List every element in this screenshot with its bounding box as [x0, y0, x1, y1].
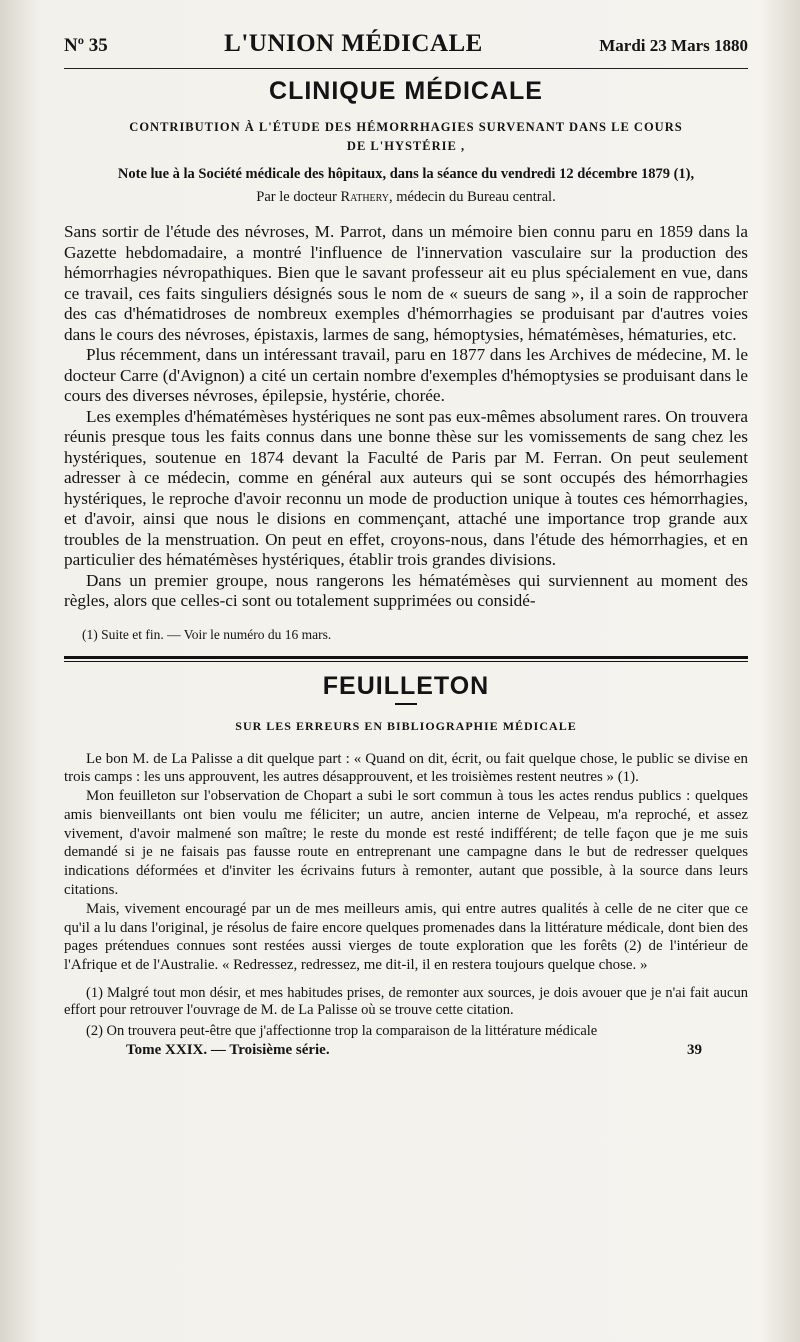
feuilleton-divider-thick: [64, 656, 748, 659]
feuilleton-subtitle: SUR LES ERREURS EN BIBLIOGRAPHIE MÉDICALE: [235, 718, 577, 733]
issue-number: Nº 35: [64, 35, 108, 56]
title-ornament-rule: [395, 703, 417, 705]
volume-series: Tome XXIX. — Troisième série.: [126, 1042, 330, 1059]
section-title-feuilleton: FEUILLETON: [322, 671, 490, 700]
page-number: 39: [687, 1042, 702, 1059]
body-paragraph: Plus récemment, dans un intéressant travail, paru en 1877 dans les Archives de médecine, M. le docteur Carre (d'Avignon) a cité un certain nombre d'exemples d'hémoptysies se produisant dans le cours des diverses névroses, épilepsie, hystérie, chorée.: [64, 345, 748, 405]
body-paragraph: Dans un premier groupe, nous rangerons les hématémèses qui surviennent au moment des règles, alors que celles-ci sont ou totalement supprimées ou considé-: [64, 570, 748, 610]
section-title-clinique: CLINIQUE MÉDICALE: [269, 77, 543, 105]
body-paragraph: Les exemples d'hématémèses hystériques ne sont pas eux-mêmes absolument rares. On trouvera réunis presque tous les faits connus dans une bonne thèse sur les vomissements de sang chez les hystériques, soutenue en 1874 devant la Faculté de Paris par M. Ferran. On peut seulement adresser à ce médecin, comme en général aux auteurs qui se sont occupés des hémorrhagies hystériques, le reproche d'avoir reconnu un mode de production unique à toutes ces hémorrhagies, et d'avoir, ainsi que nous le disions en commençant, attaché une importance trop grande aux troubles de la menstruation. On peut en effet, croyons-nous, dans l'étude des hémorrhagies, et en particulier des hématémèses hystériques, établir trois grandes divisions.: [64, 406, 748, 569]
article-footnote: (1) Suite et fin. — Voir le numéro du 16 mars.: [82, 626, 332, 642]
article-byline: [64, 187, 748, 208]
feuilleton-footnote-1: (1) Malgré tout mon désir, et mes habitudes prises, de remonter aux sources, je dois avouer que je n'ai fait aucun effort pour retrouver l'ouvrage de M. de La Palisse où se trouve cette citation.: [64, 985, 748, 1019]
journal-title: L'UNION MÉDICALE: [224, 30, 483, 57]
body-paragraph: Sans sortir de l'étude des névroses, M. Parrot, dans un mémoire bien connu paru en 1859 dans la Gazette hebdomadaire, a montré l'influence de l'innervation vasculaire sur la production des hémorrhagies névropathiques. Bien que le savant professeur ait eu plus spécialement en vue, dans ce travail, ces faits singuliers désignés sous le nom de « sueurs de sang », il a soin de rapprocher des cas d'hématidroses de nombreux exemples d'hémorrhagies se produisant par d'autres voies dans le cours des névroses, épistaxis, larmes de sang, hémoptysies, hématémèses, hématuries, etc.: [64, 222, 748, 344]
feuilleton-divider-thin: [64, 661, 748, 662]
feuilleton-paragraph: Mon feuilleton sur l'observation de Chopart a subi le sort commun à tous les actes rendus publics : quelques amis bienveillants ont bien voulu me féliciter; un autre, ancien interne de Velpeau, m'a reproché, et assez vivement, d'avoir malmené son maître; le reste du monde est resté indifférent; de telle façon que je me suis demandé si je ne faisais pas fausse route en entreprenant une campagne dans le but de redresser quelques indications déformées et d'inviter les écrivains futurs à remonter, autant que possible, à la source dans leurs citations.: [64, 788, 748, 899]
byline-suffix: , médecin du Bureau central.: [389, 189, 556, 205]
feuilleton-body: [64, 750, 748, 976]
article-subtitle-line1: CONTRIBUTION À L'ÉTUDE DES HÉMORRHAGIES SURVENANT DANS LE COURS: [129, 120, 683, 134]
byline-prefix: Par le docteur: [256, 189, 341, 205]
page-header: [64, 30, 748, 62]
article-subtitle-line2: DE L'HYSTÉRIE ,: [346, 139, 466, 153]
page-footer: [126, 1042, 702, 1059]
byline-author: Rathery: [340, 189, 390, 205]
feuilleton-footnote-2: (2) On trouvera peut-être que j'affectionne trop la comparaison de la littérature médicale: [86, 1023, 598, 1040]
feuilleton-paragraph: Le bon M. de La Palisse a dit quelque part : « Quand on dit, écrit, ou fait quelque chose, le public se divise en trois camps : les uns approuvent, les autres désapprouvent, et les troisièmes restent neutres » (1).: [64, 750, 748, 786]
issue-date: Mardi 23 Mars 1880: [599, 36, 748, 55]
header-rule: [64, 68, 748, 69]
article-note: Note lue à la Société médicale des hôpitaux, dans la séance du vendredi 12 décembre 1879 (1),: [117, 166, 695, 182]
article-body: [64, 222, 748, 612]
feuilleton-paragraph: Mais, vivement encouragé par un de mes meilleurs amis, qui entre autres qualités à celle de ne citer que ce qu'il a lu dans l'original, je résolus de faire encore quelques promenades dans la littérature médicale, dont bien des pages prétendues connues sont restées aussi vierges de toute exploration que les forêts (2) de l'intérieur de l'Afrique et de l'Australie. « Redressez, redressez, me dit-il, il en restera toujours quelque chose. »: [64, 900, 748, 974]
